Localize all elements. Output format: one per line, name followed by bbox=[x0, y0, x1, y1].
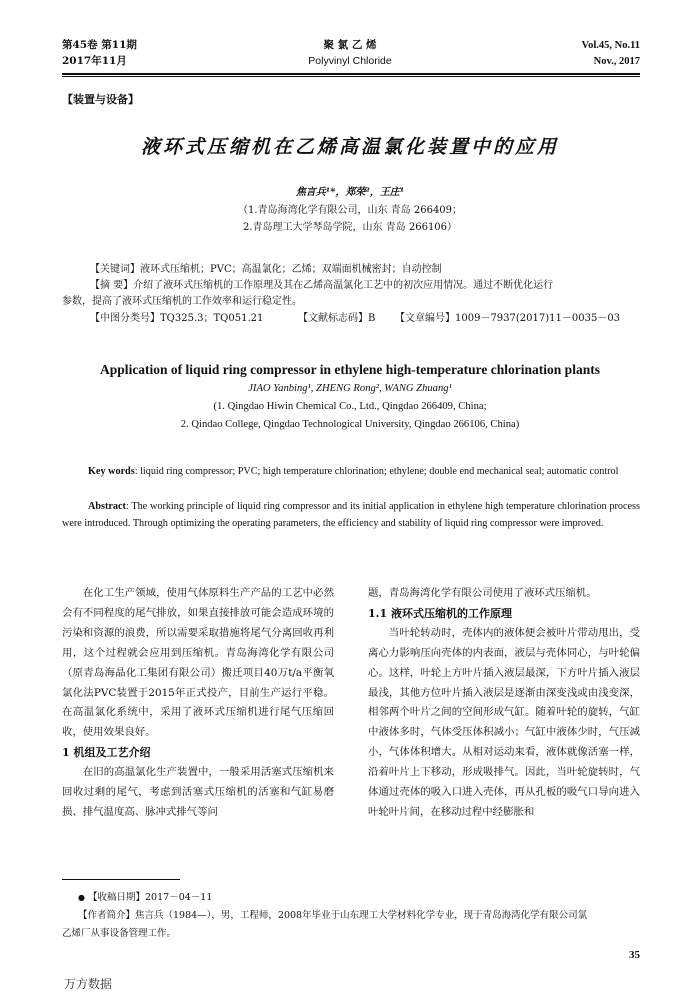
header-volume-en: Vol.45, No.11 bbox=[581, 40, 640, 51]
affiliation-cn-2: 2.青岛理工大学琴岛学院，山东 青岛 266106） bbox=[242, 222, 458, 233]
header-rule bbox=[62, 73, 640, 75]
keywords-label: Key words bbox=[88, 466, 135, 477]
affiliation-en-2: 2. Qindao College, Qingdao Technological University, Qingdao 266106, China) bbox=[180, 419, 520, 430]
section-1-heading: 1 机组及工艺介绍 bbox=[62, 746, 151, 760]
affiliation-en-1: (1. Qingdao Hiwin Chemical Co., Ltd., Qingdao 266409, China; bbox=[213, 401, 487, 412]
authors-en: JIAO Yanbing¹, ZHENG Rong², WANG Zhuang¹ bbox=[248, 383, 452, 394]
page-number: 35 bbox=[629, 949, 640, 961]
class-number: 【中图分类号】TQ325.3；TQ051.21 bbox=[90, 313, 264, 324]
keywords-en-text: : liquid ring compressor; PVC; high temperature chlorination; ethylene; double end mechanical seal; automatic control bbox=[134, 466, 619, 477]
abstract-label: Abstract bbox=[88, 501, 126, 512]
abstract-en-text: : The working principle of liquid ring compressor and its initial application in ethylene high temperature chlorination process were introduced. Through optimizing the operating parameters, the efficiency and stability of liquid ring compressor were improved. bbox=[62, 501, 640, 529]
header-date-cn: 2017年11月 bbox=[62, 55, 127, 67]
footnote-rule bbox=[62, 879, 180, 880]
footnote-received: ● 【收稿日期】2017－04－11 bbox=[78, 892, 213, 903]
left-column bbox=[62, 584, 334, 823]
title-cn: 液环式压缩机在乙烯高温氯化装置中的应用 bbox=[140, 136, 559, 158]
abstract-en bbox=[62, 499, 640, 532]
abstract-cn-line-1: 【摘 要】介绍了液环式压缩机的工作原理及其在乙烯高温氯化工艺中的初次应用情况。通过不断优化运行 bbox=[90, 280, 554, 291]
document-code: 【文献标志码】B bbox=[298, 313, 376, 324]
intro-paragraph: 在化工生产领域，使用气体原料生产产品的工艺中必然会有不同程度的尾气排放，如果直接排放可能会造成环境的污染和资源的浪费，所以需要采取措施将尾气分离回收再利用，这个过程就会应用到压缩机。青岛海湾化学有限公司（原青岛海晶化工集团有限公司）搬迁项目40万t/a平衡氧氯化法PVC装置于2015年正式投产，目前生产运行平稳。在高温氯化系统中，采用了液环式压缩机进行尾气压缩回收，使用效果良好。 bbox=[62, 587, 334, 739]
column-label: 【装置与设备】 bbox=[62, 93, 139, 106]
footnote-author-bio-2: 乙烯厂从事设备管理工作。 bbox=[62, 928, 177, 939]
right-paragraph-1: 题，青岛海湾化学有限公司使用了液环式压缩机。 bbox=[368, 587, 597, 599]
working-principle-paragraph: 当叶轮转动时，壳体内的液体便会被叶片带动甩出，受离心力影响压向壳体的内表面，液层与壳体同心，与叶轮偏心。这样，叶轮上方叶片插入液层最深，下方叶片插入液层最浅，其他方位叶片插入液层是逐渐由深变浅或由浅变深，相邻两个叶片之间的空间形成气缸。随着叶轮的旋转，气缸中液体多时，气体受压体积减小；气缸中液体少时，气压减小，气体体积增大。从相对运动来看，液体就像活塞一样，沿着叶片上下移动，形成吸排气。因此，当叶轮旋转时，气体通过壳体的吸入口进入壳体，再从孔板的吸气口导向进入叶轮叶片间，在移动过程中经膨胀和 bbox=[368, 626, 640, 818]
right-column bbox=[368, 584, 640, 823]
title-en: Application of liquid ring compressor in ethylene high-temperature chlorination plants bbox=[100, 362, 600, 377]
footnote-author-bio-1: 【作者简介】焦言兵（1984—），男，工程师，2008年毕业于山东理工大学材料化学专业，现于青岛海湾化学有限公司氯 bbox=[78, 910, 588, 921]
header-journal-cn: 聚 氯 乙 烯 bbox=[323, 39, 377, 51]
section-1-1-heading: 1.1 液环式压缩机的工作原理 bbox=[368, 606, 512, 620]
affiliation-cn-1: （1.青岛海湾化学有限公司，山东 青岛 266409； bbox=[237, 205, 463, 216]
abstract-cn-line-2: 参数，提高了液环式压缩机的工作效率和运行稳定性。 bbox=[62, 296, 302, 307]
header-date-en: Nov., 2017 bbox=[593, 56, 640, 67]
watermark: 万方数据 bbox=[64, 977, 113, 991]
keywords-en bbox=[62, 464, 640, 481]
authors-cn: 焦言兵¹*，郑荣²，王庄¹ bbox=[295, 187, 405, 198]
keywords-cn: 【关键词】液环式压缩机；PVC；高温氯化；乙烯；双端面机械密封；自动控制 bbox=[90, 264, 442, 275]
bullet-icon: ● bbox=[78, 893, 85, 902]
article-number: 【文章编号】1009－7937(2017)11－0035－03 bbox=[395, 313, 621, 324]
header-journal-en: Polyvinyl Chloride bbox=[308, 55, 392, 67]
section-1-paragraph: 在旧的高温氯化生产装置中，一般采用活塞式压缩机来回收过剩的尾气，考虑到活塞式压缩机的活塞和气缸易磨损、排气温度高、脉冲式排气等问 bbox=[62, 766, 334, 818]
header-rule-thin bbox=[62, 76, 640, 77]
header-volume-cn: 第45卷 第11期 bbox=[62, 39, 137, 51]
